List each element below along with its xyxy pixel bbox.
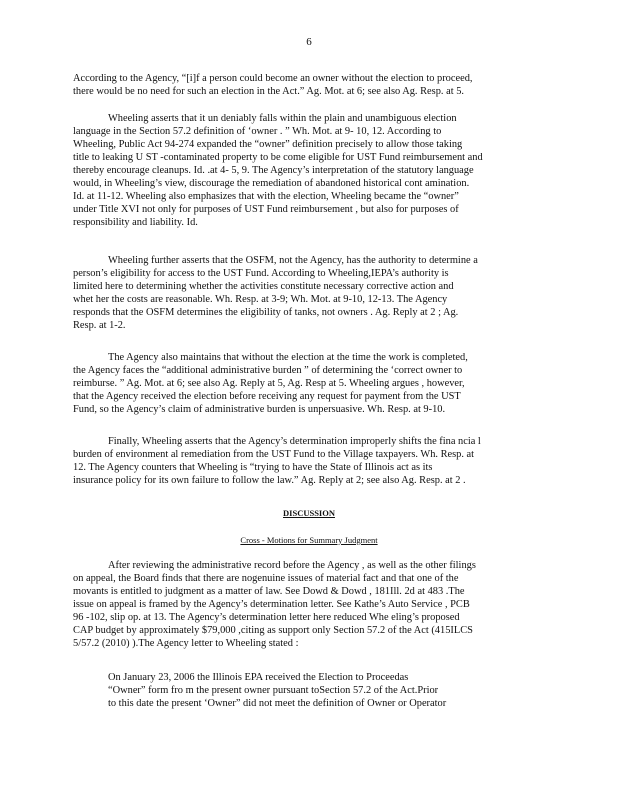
paragraph-1	[73, 72, 535, 98]
text-line: 96 -102, slip op. at 13. The Agency’s determination letter here reduced Whe eling’s proposed	[73, 612, 460, 623]
paragraph-3	[73, 254, 535, 332]
text-line: 5/57.2 (2010) ).The Agency letter to Wheeling stated :	[73, 638, 299, 649]
paragraph-4	[73, 351, 535, 416]
text-line: CAP budget by approximately $79,000 ,citing as support only Section 57.2 of the Act (415ILCS	[73, 625, 473, 636]
text-line: Wheeling, Public Act 94-274 expanded the “owner” definition precisely to allow those taking	[73, 139, 463, 150]
paragraph-5	[73, 435, 535, 487]
cross-motions-subheading	[0, 534, 618, 547]
quote-line: On January 23, 2006 the Illinois EPA received the Election to Proceedas	[108, 672, 409, 683]
text-line: responds that the OSFM determines the eligibility of tanks, not owners . Ag. Reply at 2 ; Ag.	[73, 307, 459, 318]
text-line: Wheeling further asserts that the OSFM, not the Agency, has the authority to determine a	[108, 255, 478, 266]
text-line: there would be no need for such an election in the Act.” Ag. Mot. at 6; see also Ag. Resp. at 5.	[73, 86, 464, 97]
text-line: Fund, so the Agency’s claim of administrative burden is unpersuasive. Wh. Resp. at 9-10.	[73, 404, 446, 415]
text-line: insurance policy for its own failure to follow the law.” Ag. Reply at 2; see also Ag. Resp. at 2 .	[73, 475, 466, 486]
block-quote	[108, 671, 528, 710]
text-line: 12. The Agency counters that Wheeling is “trying to have the State of Illinois act as its	[73, 462, 433, 473]
page-number: 6	[306, 36, 312, 48]
text-line: Resp. at 1-2.	[73, 320, 126, 331]
quote-line: “Owner” form fro m the present owner pursuant toSection 57.2 of the Act.Prior	[108, 685, 439, 696]
text-line: whet her the costs are reasonable. Wh. Resp. at 3-9; Wh. Mot. at 9-10, 12-13. The Agency	[73, 294, 448, 305]
text-line: would, in Wheeling’s view, discourage the remediation of abandoned historical cont amination.	[73, 178, 470, 189]
paragraph-6	[73, 559, 535, 650]
text-line: movants is entitled to judgment as a matter of law. See Dowd & Dowd , 181Ill. 2d at 483 .The	[73, 586, 465, 597]
text-line: issue on appeal is framed by the Agency’s determination letter. See Kathe’s Auto Service , PCB	[73, 599, 470, 610]
text-line: Finally, Wheeling asserts that the Agency’s determination improperly shifts the fina ncia l	[108, 436, 481, 447]
text-line: thereby encourage cleanups. Id. .at 4- 5, 9. The Agency’s interpretation of the statutory language	[73, 165, 474, 176]
text-line: limited here to determining whether the activities constitute necessary corrective action and	[73, 281, 454, 292]
text-line: the Agency faces the “additional administrative burden ” of determining the ‘correct owner to	[73, 365, 463, 376]
text-line: that the Agency received the election before receiving any request for payment from the UST	[73, 391, 461, 402]
text-line: title to leaking U ST -contaminated property to be come eligible for UST Fund reimbursement and	[73, 152, 483, 163]
text-line: burden of environment al remediation from the UST Fund to the Village taxpayers. Wh. Resp. at	[73, 449, 475, 460]
text-line: on appeal, the Board finds that there are nogenuine issues of material fact and that one of the	[73, 573, 459, 584]
text-line: Id. at 11-12. Wheeling also emphasizes that with the election, Wheeling became the “owner”	[73, 191, 459, 202]
text-line: Wheeling asserts that it un deniably falls within the plain and unambiguous election	[108, 113, 457, 124]
text-line: person’s eligibility for access to the UST Fund. According to Wheeling,IEPA’s authority is	[73, 268, 449, 279]
text-line: language in the Section 57.2 definition of ‘owner . ” Wh. Mot. at 9- 10, 12. According to	[73, 126, 442, 137]
text-line: under Title XVI not only for purposes of UST Fund reimbursement , but also for purposes of	[73, 204, 459, 215]
subheading-text: Cross - Motions for Summary Judgment	[240, 535, 378, 545]
discussion-heading	[0, 507, 618, 520]
paragraph-2	[73, 112, 535, 229]
text-line: After reviewing the administrative record before the Agency , as well as the other filings	[108, 560, 476, 571]
quote-line: to this date the present ‘Owner” did not meet the definition of Owner or Operator	[108, 698, 447, 709]
text-line: reimburse. ” Ag. Mot. at 6; see also Ag. Reply at 5, Ag. Resp at 5. Wheeling argues , however,	[73, 378, 465, 389]
text-line: The Agency also maintains that without the election at the time the work is completed,	[108, 352, 468, 363]
heading-text: DISCUSSION	[283, 508, 335, 518]
text-line: responsibility and liability. Id.	[73, 217, 198, 228]
text-line: According to the Agency, “[i]f a person could become an owner without the election to proceed,	[73, 73, 473, 84]
